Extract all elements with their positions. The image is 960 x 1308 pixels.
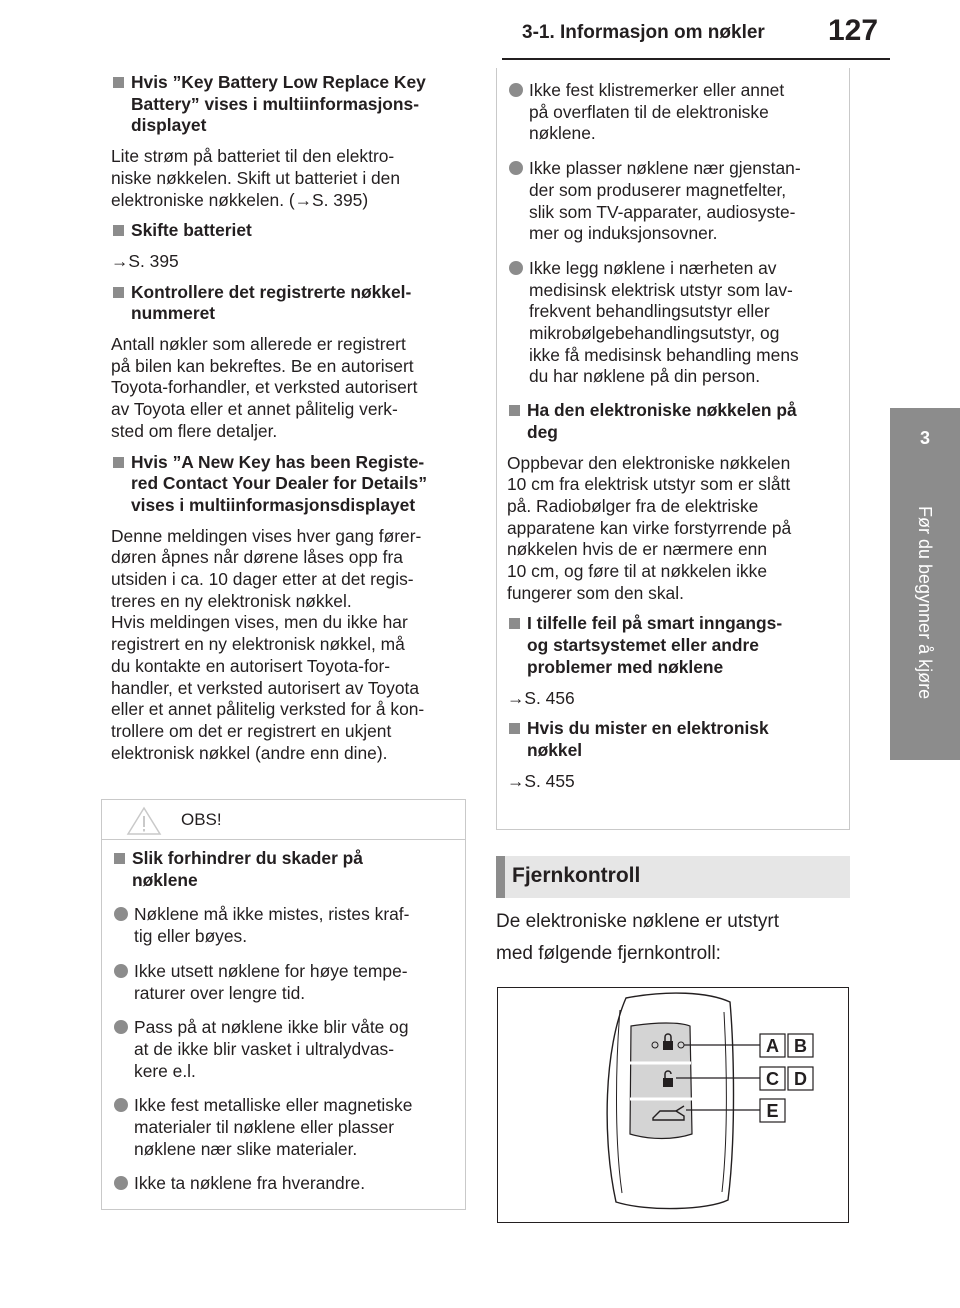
page-reference: →S. 395	[111, 250, 179, 271]
header-rule	[502, 58, 890, 60]
round-bullet-icon	[114, 1020, 128, 1034]
square-bullet-icon	[113, 457, 124, 468]
caution-header	[102, 800, 465, 840]
page-reference: →S. 455	[507, 770, 575, 791]
label-c: C	[766, 1069, 779, 1089]
chapter-number: 3	[919, 428, 930, 448]
square-bullet-icon	[509, 723, 520, 734]
caution-heading: Slik forhindrer du skader på nøklene	[112, 848, 455, 891]
section-heading: Hvis du mister en elektronisk nøkkel	[507, 718, 839, 761]
caution-label: OBS!	[181, 810, 222, 829]
section-heading: Hvis ”A New Key has been Registe- red Contact Your Dealer for Details” vises i multiinformasjonsdisplayet	[111, 452, 467, 517]
list-item: Ikke ta nøklene fra hverandre.	[112, 1173, 455, 1195]
section-title-bar	[496, 856, 850, 898]
caution-continued-box	[496, 68, 850, 830]
section-accent	[496, 856, 505, 898]
round-bullet-icon	[114, 1098, 128, 1112]
round-bullet-icon	[509, 83, 523, 97]
page-number: 127	[828, 14, 879, 47]
paragraph: Lite strøm på batteriet til den elektro- niske nøkkelen. Skift ut batteriet i den elektroniske nøkkelen. (→S. 395)	[111, 146, 401, 210]
round-bullet-icon	[114, 907, 128, 921]
section-intro: De elektroniske nøklene er utstyrt med følgende fjernkontroll:	[496, 911, 780, 964]
square-bullet-icon	[113, 287, 124, 298]
round-bullet-icon	[509, 261, 523, 275]
paragraph: Antall nøkler som allerede er registrert på bilen kan bekreftes. Be en autorisert Toyota-forhandler, et verksted autorisert av Toyota eller et annet pålitelig verk- sted om flere detaljer.	[111, 334, 418, 441]
square-bullet-icon	[113, 77, 124, 88]
round-bullet-icon	[509, 161, 523, 175]
chapter-title: 3-1. Informasjon om nøkler	[522, 22, 765, 43]
page-header	[0, 0, 960, 62]
round-bullet-icon	[114, 964, 128, 978]
page-reference: →S. 456	[507, 687, 575, 708]
square-bullet-icon	[509, 405, 520, 416]
label-e: E	[766, 1101, 779, 1121]
label-d: D	[794, 1069, 807, 1089]
square-bullet-icon	[113, 225, 124, 236]
paragraph: Oppbevar den elektroniske nøkkelen 10 cm fra elektrisk utstyr som er slått på. Radiobølger fra de elektriske apparatene kan virke forstyrrende på nøkkelen hvis de er nærmere enn 10 cm, og føre til at nøkkelen ikke fungerer som den skal.	[507, 452, 792, 603]
section-heading: Kontrollere det registrerte nøkkel- nummeret	[111, 282, 467, 325]
remote-key-figure	[497, 987, 849, 1223]
caution-box	[101, 799, 466, 1210]
caution-body	[102, 840, 465, 1195]
square-bullet-icon	[509, 618, 520, 629]
list-item: Nøklene må ikke mistes, ristes kraf- tig eller bøyes.	[112, 904, 455, 947]
list-item: Ikke legg nøklene i nærheten av medisinsk elektrisk utstyr som lav- frekvent behandlingsutstyr eller mikrobølgebehandlingsutstyr, og ikke få medisinsk behandling mens du har nøklene på din person.	[507, 258, 839, 388]
round-bullet-icon	[114, 1176, 128, 1190]
list-item: Ikke fest metalliske eller magnetiske materialer til nøklene eller plasser nøklene nær slike materialer.	[112, 1095, 455, 1160]
section-heading: I tilfelle feil på smart inngangs- og startsystemet eller andre problemer med nøklene	[507, 613, 839, 678]
list-item: Ikke plasser nøklene nær gjenstan- der som produserer magnetfelter, slik som TV-apparater, audiosyste- mer og induksjonsovner.	[507, 158, 839, 245]
section-heading: Ha den elektroniske nøkkelen på deg	[507, 400, 839, 443]
left-column	[111, 72, 467, 764]
section-title: Fjernkontroll	[512, 864, 641, 887]
paragraph: Denne meldingen vises hver gang fører- døren åpnes når dørene låses opp fra utsiden i ca. 10 dager etter at det regis- treres en ny elektronisk nøkkel. Hvis meldingen vises, men du ikke har registrert en ny elektronisk nøkkel, må du kontakte en autorisert Toyota-for- handler, et verksted autorisert av Toyota eller et annet pålitelig verksted for å kon- trollere om det er registrert en ukjent elektronisk nøkkel (andre enn dine).	[111, 525, 425, 763]
section-heading: Hvis ”Key Battery Low Replace Key Battery” vises i multiinformasjons- displayet	[111, 72, 467, 137]
square-bullet-icon	[114, 853, 125, 864]
list-item: Ikke fest klistremerker eller annet på overflaten til de elektroniske nøklene.	[507, 80, 839, 145]
warning-triangle-icon	[126, 806, 162, 836]
smart-key-illustration	[498, 988, 848, 1222]
list-item: Ikke utsett nøklene for høye tempe- raturer over lengre tid.	[112, 961, 455, 1004]
label-a: A	[766, 1036, 779, 1056]
list-item: Pass på at nøklene ikke blir våte og at de ikke blir vasket i ultralydvas- kere e.l.	[112, 1017, 455, 1082]
label-b: B	[794, 1036, 807, 1056]
section-heading: Skifte batteriet	[111, 220, 467, 242]
chapter-label: Før du begynner å kjøre	[915, 506, 935, 700]
